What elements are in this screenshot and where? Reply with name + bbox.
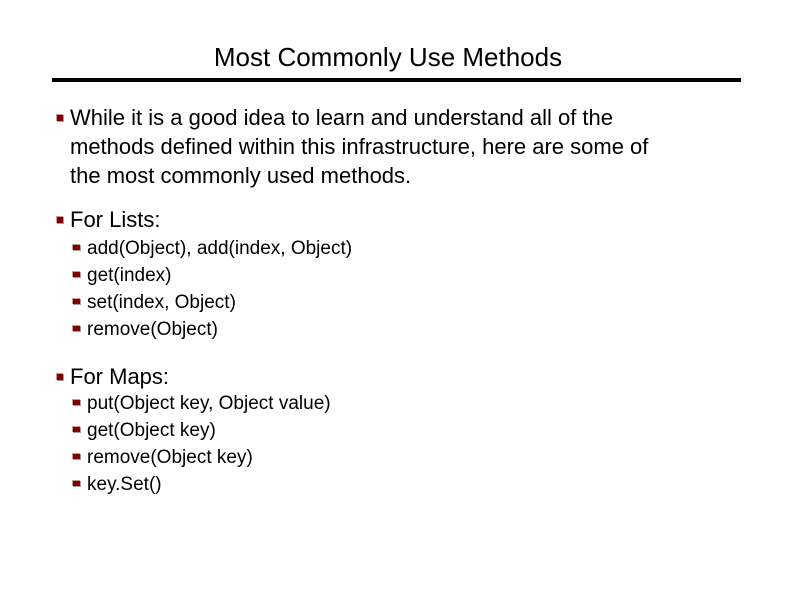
map-item: remove(Object key) — [87, 447, 253, 468]
maps-heading: For Maps: — [70, 364, 170, 389]
map-item: get(Object key) — [87, 420, 216, 441]
slide-title: Most Commonly Use Methods — [213, 42, 563, 72]
list-item: remove(Object) — [87, 319, 218, 340]
bullet-map-item — [72, 399, 80, 405]
map-item: key.Set() — [87, 474, 162, 495]
bullet-list-item — [72, 271, 80, 277]
intro-line-1: While it is a good idea to learn and understand all of the — [70, 105, 614, 130]
title-underline — [52, 78, 741, 82]
bullet-map-item — [72, 480, 80, 486]
bullet-list-item — [72, 244, 80, 250]
bullet-maps — [56, 373, 63, 380]
list-item: add(Object), add(index, Object) — [87, 238, 353, 259]
bullet-map-item — [72, 453, 80, 459]
list-item: set(index, Object) — [87, 292, 236, 313]
bullet-list-item — [72, 298, 80, 304]
lists-heading: For Lists: — [70, 207, 161, 232]
bullet-list-item — [72, 325, 80, 331]
intro-line-2: methods defined within this infrastructure, here are some of — [70, 134, 649, 159]
map-item: put(Object key, Object value) — [87, 393, 331, 414]
bullet-map-item — [72, 426, 80, 432]
bullet-lists — [56, 216, 63, 223]
intro-line-3: the most commonly used methods. — [70, 163, 412, 188]
list-item: get(index) — [87, 265, 172, 286]
bullet-intro — [56, 114, 63, 121]
